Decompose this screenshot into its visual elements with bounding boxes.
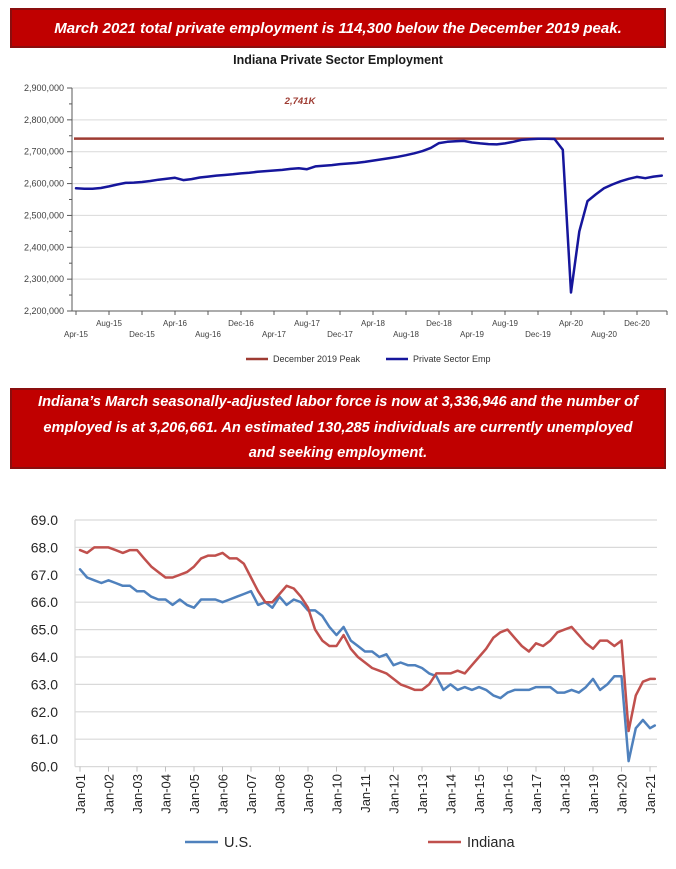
x-tick-label: Aug-19 — [492, 319, 518, 328]
middle-banner-text: Indiana’s March seasonally-adjusted labor force is now at 3,336,946 and the number of employed is at 3,206,661. An estimated 130,285 individuals are currently unemployed and seeking employment. — [38, 394, 638, 462]
y-tick-label: 2,400,000 — [23, 242, 64, 253]
x-tick-label: Jan-07 — [244, 774, 259, 814]
y-tick-label: 64.0 — [30, 649, 58, 665]
legend-label-indiana: Indiana — [467, 835, 515, 851]
x-tick-label: Jan-14 — [443, 774, 459, 814]
y-tick-label: 2,500,000 — [23, 210, 64, 221]
top-banner — [10, 8, 666, 48]
lfpr-chart — [0, 480, 676, 869]
x-tick-label: Apr-20 — [558, 319, 584, 328]
x-tick-label: Jan-16 — [500, 774, 516, 814]
y-tick-label: 62.0 — [30, 703, 58, 720]
x-tick-label: Apr-15 — [63, 330, 89, 339]
y-tick-label: 66.0 — [30, 594, 58, 611]
legend-label-emp: Private Sector Emp — [413, 354, 491, 364]
x-tick-label: Aug-15 — [96, 319, 122, 328]
x-tick-label: Jan-10 — [329, 774, 345, 814]
x-tick-label: Jan-03 — [130, 774, 145, 814]
y-tick-label: 68.0 — [30, 539, 58, 556]
x-tick-label: Jan-20 — [614, 774, 630, 814]
legend-label-us: U.S. — [224, 835, 253, 851]
y-tick-label: 2,800,000 — [23, 114, 64, 125]
x-tick-label: Jan-01 — [73, 774, 88, 814]
x-tick-label: Jan-06 — [215, 774, 231, 814]
y-tick-label: 2,900,000 — [23, 83, 64, 93]
employment-chart-title: Indiana Private Sector Employment — [233, 53, 443, 67]
y-tick-label: 61.0 — [30, 731, 58, 748]
y-tick-label: 2,700,000 — [23, 146, 64, 157]
legend-label-peak: December 2019 Peak — [273, 354, 361, 364]
employment-chart — [0, 75, 676, 377]
y-tick-label: 60.0 — [30, 758, 58, 775]
top-banner-text: March 2021 total private employment is 114,300 below the December 2019 peak. — [54, 19, 622, 37]
x-tick-label: Jan-12 — [386, 774, 402, 814]
x-tick-label: Aug-16 — [195, 330, 221, 339]
x-tick-label: Jan-05 — [187, 774, 202, 814]
y-tick-label: 2,200,000 — [23, 306, 64, 316]
x-tick-label: Aug-18 — [393, 330, 419, 339]
x-tick-label: Dec-16 — [228, 319, 254, 328]
x-tick-label: Apr-18 — [360, 319, 386, 328]
x-tick-label: Apr-19 — [459, 330, 485, 339]
x-tick-label: Aug-20 — [591, 330, 617, 339]
x-tick-label: Jan-08 — [272, 774, 288, 814]
y-tick-label: 65.0 — [30, 621, 58, 638]
x-tick-label: Jan-11 — [358, 774, 373, 813]
x-tick-label: Jan-15 — [472, 774, 487, 814]
x-tick-label: Dec-20 — [624, 319, 650, 328]
peak-value-annotation: 2,741K — [284, 96, 316, 107]
x-tick-label: Apr-17 — [261, 330, 287, 339]
x-tick-label: Jan-21 — [643, 774, 658, 814]
x-tick-label: Dec-19 — [525, 330, 551, 339]
x-tick-label: Apr-16 — [162, 319, 188, 328]
middle-banner — [10, 388, 666, 469]
y-tick-label: 63.0 — [30, 676, 58, 693]
x-tick-label: Dec-15 — [129, 330, 155, 339]
x-tick-label: Jan-09 — [301, 774, 316, 814]
x-tick-label: Jan-02 — [101, 774, 117, 814]
x-tick-label: Jan-17 — [529, 774, 544, 814]
x-tick-label: Jan-13 — [415, 774, 430, 814]
x-tick-label: Dec-17 — [327, 330, 353, 339]
x-tick-label: Jan-04 — [158, 774, 174, 814]
y-tick-label: 69.0 — [30, 512, 58, 528]
y-tick-label: 2,300,000 — [23, 274, 64, 285]
x-tick-label: Jan-19 — [586, 774, 601, 814]
y-tick-label: 2,600,000 — [23, 178, 64, 189]
x-tick-label: Aug-17 — [294, 319, 320, 328]
y-tick-label: 67.0 — [30, 566, 58, 583]
x-tick-label: Dec-18 — [426, 319, 452, 328]
x-tick-label: Jan-18 — [557, 774, 573, 814]
